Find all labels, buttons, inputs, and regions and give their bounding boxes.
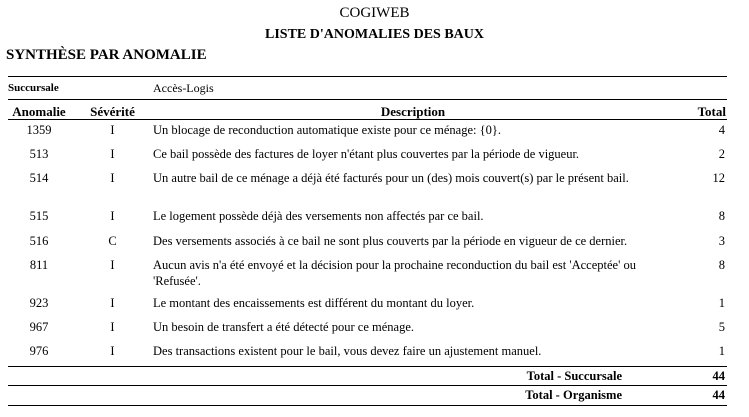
- description: Un besoin de transfert a été détecté pour ce ménage.: [153, 320, 414, 334]
- column-header-total: Total: [697, 104, 726, 119]
- divider-org: [8, 385, 727, 386]
- severity: I: [110, 123, 115, 137]
- row-total: 1: [718, 296, 725, 310]
- divider-branch: [8, 99, 727, 100]
- severity: I: [110, 320, 115, 334]
- column-header-severity: Sévérité: [90, 104, 135, 119]
- severity: I: [110, 209, 115, 223]
- row-total: 4: [718, 123, 725, 137]
- description: Des versements associés à ce bail ne sont plus couverts par la période en vigueur de ce dernier.: [153, 234, 628, 248]
- divider-totals: [8, 366, 727, 367]
- row-total: 8: [718, 209, 725, 223]
- column-header-description: Description: [380, 104, 446, 119]
- divider-top: [8, 76, 727, 77]
- row-total: 2: [718, 147, 725, 161]
- anomaly-code: 923: [29, 296, 49, 310]
- severity: I: [110, 147, 115, 161]
- row-total: 12: [712, 171, 725, 185]
- divider-bottom: [8, 405, 727, 406]
- column-header-code: Anomalie: [12, 104, 66, 119]
- branch-value: Accès-Logis: [153, 81, 214, 95]
- description: Le logement possède déjà des versements non affectés par ce bail.: [153, 209, 484, 223]
- description: Un autre bail de ce ménage a déjà été facturés pour un (des) mois couvert(s) par le présent bail.: [153, 171, 629, 185]
- anomaly-code: 513: [29, 147, 49, 161]
- branch-label: Succursale: [8, 82, 59, 94]
- description: Aucun avis n'a été envoyé et la décision pour la prochaine reconduction du bail est 'Acceptée' ou 'Refusée'.: [153, 258, 636, 288]
- company-name: COGIWEB: [339, 5, 410, 21]
- anomaly-code: 516: [29, 234, 49, 248]
- anomaly-code: 976: [29, 344, 49, 358]
- row-total: 8: [718, 258, 725, 272]
- anomaly-code: 811: [29, 258, 49, 272]
- row-total: 5: [718, 320, 725, 334]
- severity: I: [110, 344, 115, 358]
- description: Un blocage de reconduction automatique existe pour ce ménage: {0}.: [153, 123, 501, 137]
- branch-total-value: 44: [712, 369, 725, 383]
- severity: I: [110, 171, 115, 185]
- description: Ce bail possède des factures de loyer n'étant plus couvertes par la période de vigueur.: [153, 147, 580, 161]
- description: Des transactions existent pour le bail, vous devez faire un ajustement manuel.: [153, 344, 542, 358]
- section-title: SYNTHÈSE PAR ANOMALIE: [6, 47, 207, 63]
- severity: C: [108, 234, 117, 248]
- branch-total-label: Total - Succursale: [526, 369, 622, 383]
- severity: I: [110, 258, 115, 272]
- row-total: 3: [718, 234, 725, 248]
- anomaly-code: 1359: [26, 123, 52, 137]
- description: Le montant des encaissements est différent du montant du loyer.: [153, 296, 475, 310]
- divider-header: [8, 119, 727, 120]
- row-total: 1: [718, 344, 725, 358]
- anomaly-code: 514: [29, 171, 49, 185]
- anomaly-code: 515: [29, 209, 49, 223]
- report-title: LISTE D'ANOMALIES DES BAUX: [265, 27, 484, 42]
- severity: I: [110, 296, 115, 310]
- org-total-label: Total - Organisme: [525, 388, 622, 402]
- org-total-value: 44: [712, 388, 725, 402]
- anomaly-code: 967: [29, 320, 49, 334]
